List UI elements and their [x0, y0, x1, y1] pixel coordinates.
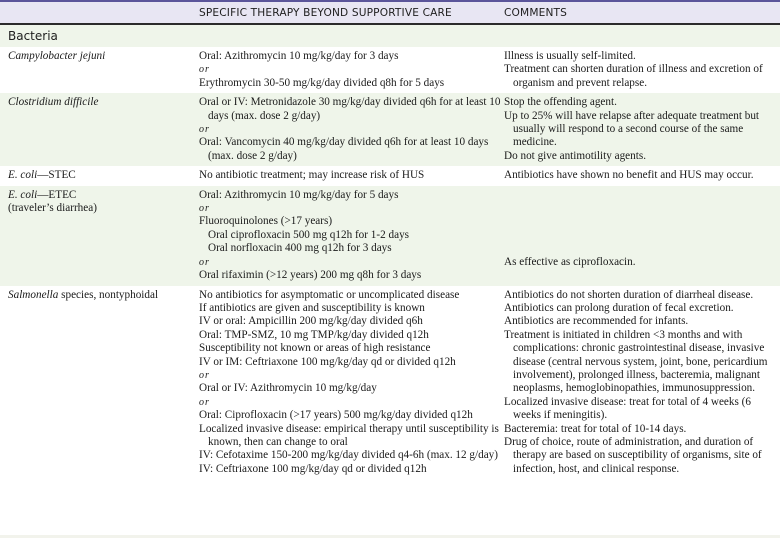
therapy-line: IV or oral: Ampicillin 200 mg/kg/day divided q6h — [199, 315, 423, 328]
comments-cell — [504, 289, 780, 477]
table-header — [0, 2, 780, 25]
organism-cell — [0, 50, 199, 90]
or-separator: or — [199, 369, 210, 381]
or-separator: or — [199, 124, 210, 136]
comment-line: As effective as ciprofloxacin. — [504, 255, 636, 268]
comment-line: Antibiotics are recommended for infants. — [504, 315, 689, 328]
therapy-line: IV or IM: Ceftriaxone 100 mg/kg/day qd or divided q12h — [199, 355, 456, 368]
therapy-line: Oral norfloxacin 400 mg q12h for 3 days — [208, 242, 392, 255]
therapy-cell — [199, 169, 504, 182]
therapy-line: Erythromycin 30-50 mg/kg/day divided q8h for 5 days — [199, 76, 445, 89]
therapy-line: Oral or IV: Metronidazole 30 mg/kg/day divided q6h for at least 10 days (max. dose 2 g/day) — [199, 96, 501, 122]
comment-line: Illness is usually self-limited. — [504, 50, 636, 62]
or-separator: or — [199, 256, 210, 268]
organism-name: Clostridium difficile — [8, 96, 99, 109]
comments-cell — [504, 96, 780, 163]
comments-cell — [504, 50, 780, 90]
spacer — [504, 215, 774, 228]
comment-line: Treatment can shorten duration of illness and excretion of organism and prevent relapse. — [504, 63, 763, 89]
therapy-line: Oral or IV: Azithromycin 10 mg/kg/day — [199, 382, 377, 395]
comment-line: Treatment is initiated in children <3 months and with complications: chronic gastrointestinal disease, invasive disease (central nervous system, joint, bone, pericardium involvement), prolonged illness, bacteremia, malignant neoplasms, hemoglobinopathies, immunosuppression. — [504, 328, 768, 395]
table-row — [0, 47, 780, 93]
therapy-cell — [199, 289, 504, 477]
therapy-line: No antibiotic treatment; may increase risk of HUS — [199, 169, 425, 182]
or-separator: or — [199, 396, 210, 408]
organism-name: E. coli — [8, 169, 38, 182]
organism-qualifier: —STEC — [37, 169, 76, 182]
comment-line: Up to 25% will have relapse after adequate treatment but usually will respond to a second course of the same medicine. — [504, 109, 760, 149]
comments-cell — [504, 169, 780, 182]
therapy-line: Oral: Ciprofloxacin (>17 years) 500 mg/kg/day divided q12h — [199, 409, 473, 422]
therapy-cell — [199, 50, 504, 90]
table-row — [0, 166, 780, 185]
comment-line: Antibiotics have shown no benefit and HUS may occur. — [504, 169, 754, 182]
organism-cell — [0, 96, 199, 163]
comment-line: Drug of choice, route of administration, and duration of therapy are based on susceptibility of organisms, site of infection, host, and clinical response. — [504, 435, 762, 475]
section-heading: Bacteria — [0, 25, 780, 47]
comment-line: Stop the offending agent. — [504, 96, 617, 109]
therapy-line: IV: Cefotaxime 150-200 mg/kg/day divided q4-6h (max. 12 g/day) — [199, 449, 498, 462]
organism-cell — [0, 189, 199, 283]
spacer — [504, 202, 774, 215]
organism-qualifier: —ETEC — [37, 188, 77, 201]
therapy-line: IV: Ceftriaxone 100 mg/kg/day qd or divided q12h — [199, 462, 427, 475]
or-separator: or — [199, 203, 210, 215]
therapy-cell — [199, 189, 504, 283]
organism-name: E. coli — [8, 188, 38, 201]
therapy-line: Oral: TMP-SMZ, 10 mg TMP/kg/day divided q12h — [199, 328, 429, 341]
organism-subtitle: (traveler’s diarrhea) — [8, 202, 97, 215]
therapy-line: No antibiotics for asymptomatic or uncomplicated disease — [199, 288, 460, 301]
table-row — [0, 186, 780, 286]
comment-line: Do not give antimotility agents. — [504, 149, 647, 162]
comments-cell — [504, 189, 780, 283]
table-body — [0, 47, 780, 479]
table-row — [0, 93, 780, 166]
therapy-line: Susceptibility not known or areas of high resistance — [199, 342, 431, 355]
organism-name: Campylobacter jejuni — [8, 50, 106, 62]
organism-cell — [0, 289, 199, 477]
therapy-line: If antibiotics are given and susceptibility is known — [199, 301, 425, 314]
organism-qualifier: species, nontyphoidal — [58, 288, 159, 301]
therapy-line: Oral rifaximin (>12 years) 200 mg q8h for 3 days — [199, 269, 422, 282]
therapy-cell — [199, 96, 504, 163]
table-row — [0, 286, 780, 480]
organism-cell — [0, 169, 199, 182]
comment-line: Bacteremia: treat for total of 10-14 days. — [504, 422, 687, 435]
therapy-line: Localized invasive disease: empirical therapy until susceptibility is known, then can change to oral — [199, 422, 499, 448]
header-therapy: SPECIFIC THERAPY BEYOND SUPPORTIVE CARE — [199, 6, 452, 19]
therapy-line: Oral: Azithromycin 10 mg/kg/day for 5 days — [199, 188, 399, 201]
comment-line: Localized invasive disease: treat for total of 4 weeks (6 weeks if meningitis). — [504, 395, 751, 422]
spacer — [504, 229, 774, 242]
organism-name: Salmonella — [8, 288, 59, 301]
therapy-line: Oral: Vancomycin 40 mg/kg/day divided q6h for at least 10 days (max. dose 2 g/day) — [199, 136, 489, 162]
therapy-line: Oral: Azithromycin 10 mg/kg/day for 3 days — [199, 50, 399, 62]
spacer — [504, 242, 774, 255]
header-comments: COMMENTS — [504, 6, 568, 19]
spacer — [504, 189, 774, 202]
comment-line: Antibiotics can prolong duration of fecal excretion. — [504, 301, 734, 314]
or-separator: or — [199, 64, 210, 76]
therapy-line: Fluoroquinolones (>17 years) — [199, 215, 333, 228]
comment-line: Antibiotics do not shorten duration of diarrheal disease. — [504, 288, 754, 301]
therapy-line: Oral ciprofloxacin 500 mg q12h for 1-2 days — [208, 228, 410, 241]
